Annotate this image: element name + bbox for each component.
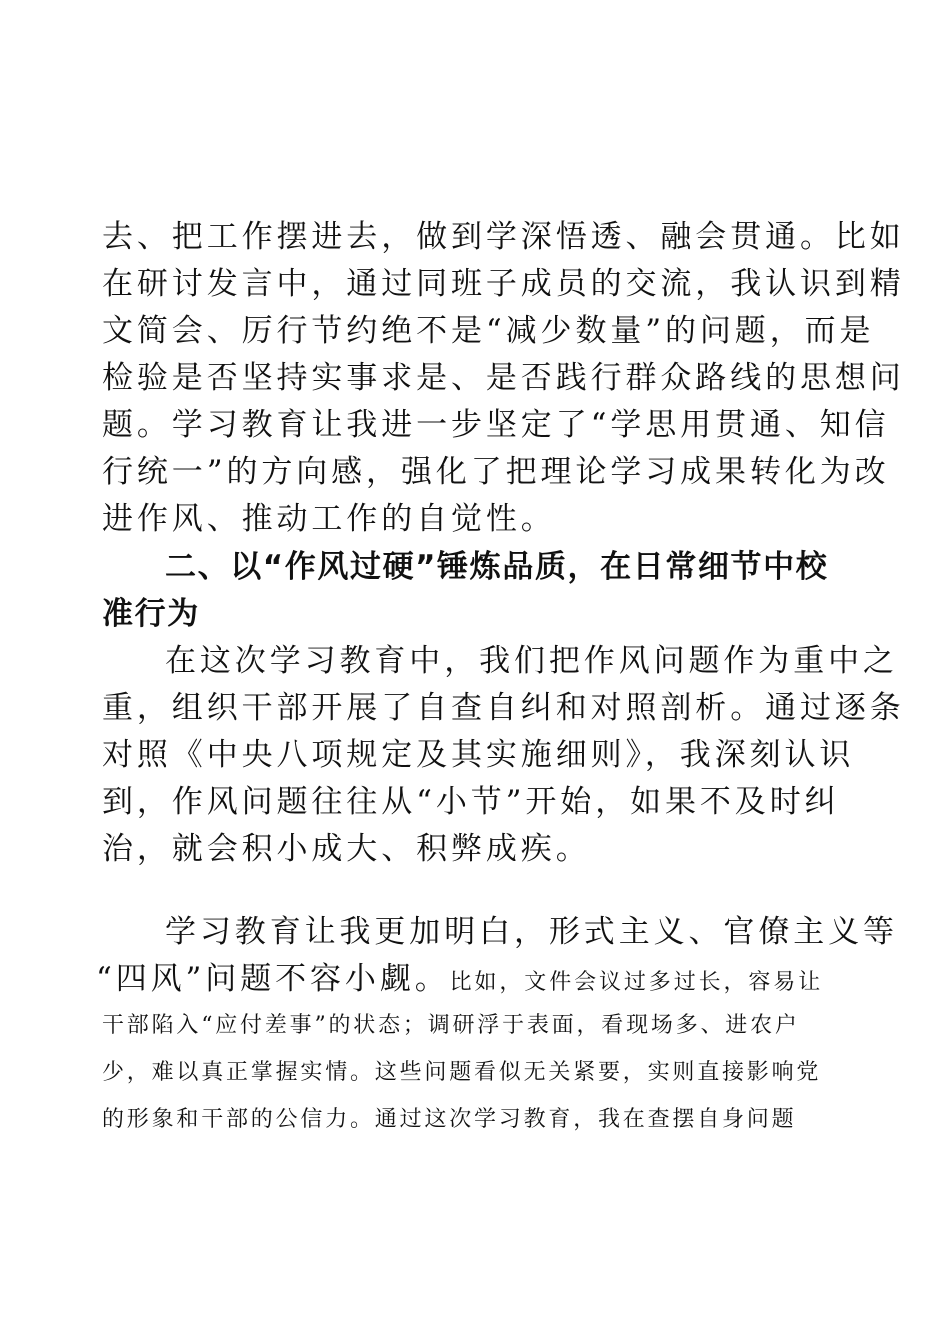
body-text-line: 进作风、推动工作的自觉性。	[102, 501, 556, 537]
body-text-line: 行统一”的方向感，强化了把理论学习成果转化为改	[102, 454, 890, 490]
body-text-line: 重，组织干部开展了自查自纠和对照剖析。通过逐条	[102, 690, 905, 726]
body-text-line: 学习教育让我更加明白，形式主义、官僚主义等	[165, 914, 898, 950]
body-text-line: 干部陷入“应付差事”的状态；调研浮于表面，看现场多、进农户	[102, 1013, 800, 1038]
body-text-large: “四风”问题不容小觑。	[96, 961, 450, 997]
body-text-line: 对照《中央八项规定及其实施细则》，我深刻认识	[102, 737, 855, 773]
section-heading-continued: 准行为	[102, 596, 200, 632]
body-text-line: 题。学习教育让我进一步坚定了“学思用贯通、知信	[102, 407, 890, 443]
body-text-line: 的形象和干部的公信力。通过这次学习教育，我在查摆自身问题	[102, 1107, 797, 1132]
body-text-line: 治，就会积小成大、积弊成疾。	[102, 831, 591, 867]
section-heading: 二、以“作风过硬”锤炼品质，在日常细节中校	[165, 549, 829, 585]
body-text-line: 少，难以真正掌握实情。这些问题看似无关紧要，实则直接影响党	[102, 1060, 822, 1085]
body-text-small: 比如，文件会议过多过长，容易让	[449, 970, 824, 995]
body-text-line: 在这次学习教育中，我们把作风问题作为重中之	[165, 643, 898, 679]
body-text-line-mixed	[96, 959, 836, 1003]
body-text-line: 在研讨发言中，通过同班子成员的交流，我认识到精	[102, 266, 905, 302]
body-text-line: 检验是否坚持实事求是、是否践行群众路线的思想问	[102, 360, 905, 396]
body-text-line: 文简会、厉行节约绝不是“减少数量”的问题，而是	[102, 313, 875, 349]
body-text-line: 到，作风问题往往从“小节”开始，如果不及时纠	[102, 784, 840, 820]
body-text-line: 去、把工作摆进去，做到学深悟透、融会贯通。比如	[102, 219, 905, 255]
